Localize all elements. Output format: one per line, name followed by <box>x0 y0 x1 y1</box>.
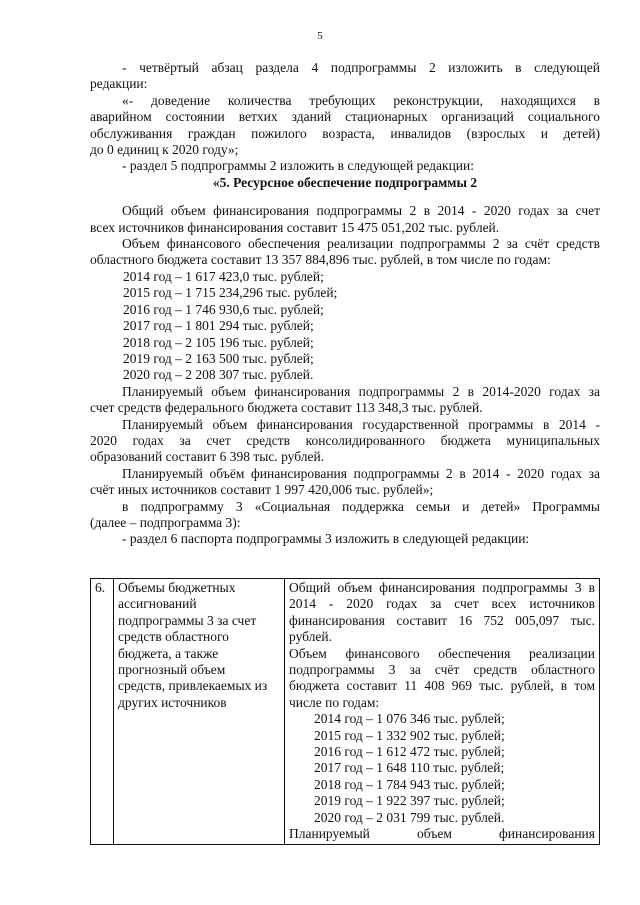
passport-table <box>90 578 600 845</box>
table-row <box>91 579 600 845</box>
cell-line: средств, привлекаемых из <box>118 678 268 694</box>
paragraph-line: Планируемый объем финансирования государственной программы в 2014 - <box>122 416 600 432</box>
year-line: 2019 год – 1 922 397 тыс. рублей; <box>314 793 505 809</box>
cell-line: финансирования составит 16 752 005,097 тыс. <box>289 612 595 628</box>
cell-line: подпрограммы 3 за счет <box>118 612 257 628</box>
page-number: 5 <box>317 30 323 42</box>
paragraph-line: всех источников финансирования составит 15 475 051,202 тыс. рублей. <box>90 219 500 235</box>
cell-line: Общий объем финансирования подпрограммы 3 в <box>289 580 595 595</box>
document-body <box>90 60 600 548</box>
paragraph-line: - раздел 5 подпрограммы 2 изложить в следующей редакции: <box>122 158 474 174</box>
paragraph-line: Общий объем финансирования подпрограммы 2 в 2014 - 2020 годах за счет <box>122 203 600 219</box>
paragraph-line: Объем финансового обеспечения реализации подпрограммы 2 за счёт средств <box>122 236 600 252</box>
cell-line: рублей. <box>289 629 333 645</box>
blank-gap <box>90 191 600 203</box>
paragraph-line: «- доведение количества требующих реконструкции, находящихся в <box>122 92 600 108</box>
section-title: «5. Ресурсное обеспечение подпрограммы 2 <box>212 174 478 190</box>
row-number: 6. <box>91 579 114 845</box>
year-line: 2015 год – 1 715 234,296 тыс. рублей; <box>123 285 338 301</box>
cell-line: бюджета, а также <box>118 645 219 661</box>
year-line: 2016 год – 1 746 930,6 тыс. рублей; <box>123 301 324 317</box>
paragraph-line: образований составит 6 398 тыс. рублей. <box>90 449 325 465</box>
paragraph-line: обслуживания граждан пожилого возраста, инвалидов (взрослых и детей) <box>90 125 600 141</box>
cell-line: Объем финансового обеспечения реализации <box>289 645 595 661</box>
cell-line: числе по годам: <box>289 694 380 710</box>
year-line: 2017 год – 1 648 110 тыс. рублей; <box>314 760 505 776</box>
row-header-cell <box>114 579 285 845</box>
year-line: 2014 год – 1 076 346 тыс. рублей; <box>314 711 505 727</box>
cell-line: других источников <box>118 694 227 710</box>
cell-line: прогнозный объем <box>118 662 226 678</box>
paragraph-line: счёт иных источников составит 1 997 420,006 тыс. рублей»; <box>90 482 434 498</box>
year-line: 2020 год – 2 031 799 тыс. рублей. <box>314 809 505 825</box>
year-line: 2017 год – 1 801 294 тыс. рублей; <box>123 318 314 334</box>
cell-line: Объемы бюджетных <box>118 580 236 595</box>
paragraph-line: областного бюджета составит 13 357 884,896 тыс. рублей, в том числе по годам: <box>90 252 551 268</box>
paragraph-line: (далее – подпрограмма 3): <box>90 514 241 530</box>
row-content-cell <box>285 579 600 845</box>
paragraph-line: Планируемый объем финансирования подпрограммы 2 в 2014-2020 годах за <box>122 383 600 399</box>
paragraph-line: Планируемый объём финансирования подпрограммы 2 в 2014 - 2020 годах за <box>122 465 600 481</box>
paragraph-line: - раздел 6 паспорта подпрограммы 3 изложить в следующей редакции: <box>122 531 530 547</box>
paragraph-line: счет средств федерального бюджета составит 113 348,3 тыс. рублей. <box>90 400 483 416</box>
paragraph-line: аварийном состоянии ветхих зданий стационарных организаций социального <box>90 109 600 125</box>
paragraph-line: в подпрограмму 3 «Социальная поддержка семьи и детей» Программы <box>122 498 600 514</box>
paragraph-line: - четвёртый абзац раздела 4 подпрограммы 2 изложить в следующей <box>122 60 600 75</box>
cell-line: подпрограммы 3 за счёт средств областного <box>289 662 595 678</box>
paragraph-line: до 0 единиц к 2020 году»; <box>90 142 239 158</box>
paragraph-line: 2020 годах за счет средств консолидированного бюджета муниципальных <box>90 432 600 448</box>
year-line: 2020 год – 2 208 307 тыс. рублей. <box>123 367 314 383</box>
year-line: 2015 год – 1 332 902 тыс. рублей; <box>314 727 505 743</box>
year-line: 2018 год – 2 105 196 тыс. рублей; <box>123 334 314 350</box>
year-line: 2016 год – 1 612 472 тыс. рублей; <box>314 744 505 760</box>
cell-line: бюджета составит 11 408 969 тыс. рублей, в том <box>289 678 595 694</box>
cell-line: средств областного <box>118 629 229 645</box>
cell-line: 2014 - 2020 годах за счет всех источников <box>289 596 595 612</box>
cell-line: ассигнований <box>118 596 197 612</box>
year-line: 2018 год – 1 784 943 тыс. рублей; <box>314 776 505 792</box>
paragraph-line: редакции: <box>90 76 148 92</box>
year-line: 2014 год – 1 617 423,0 тыс. рублей; <box>123 268 324 284</box>
year-line: 2019 год – 2 163 500 тыс. рублей; <box>123 350 314 366</box>
cell-line: Планируемый объем финансирования <box>289 826 595 842</box>
